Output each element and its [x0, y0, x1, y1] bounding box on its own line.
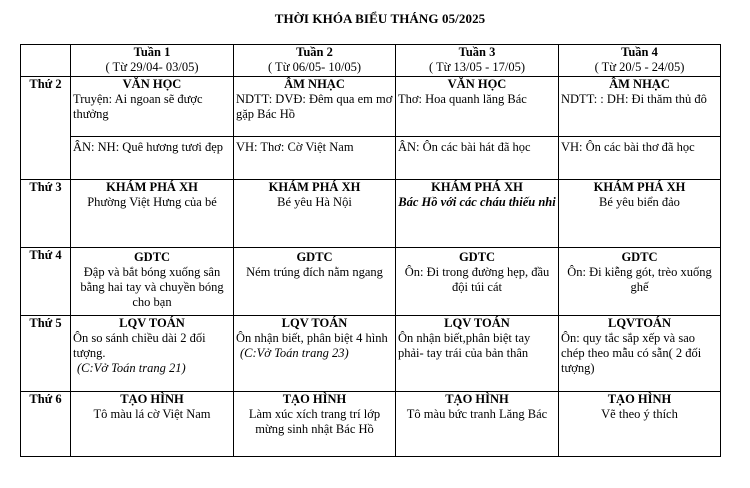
week-name: Tuần 3 [458, 45, 496, 59]
week-range: ( Từ 06/05- 10/05) [268, 60, 361, 74]
subject: LQV TOÁN [281, 316, 348, 330]
cell-thu2-w1-extra [71, 137, 234, 180]
row-thu5 [21, 316, 721, 392]
row-thu4 [21, 248, 721, 316]
subject: TẠO HÌNH [445, 392, 509, 406]
timetable [20, 44, 721, 457]
cell-thu2-w2 [234, 77, 396, 137]
week-header-4 [559, 45, 721, 77]
activity: Ôn: Đi trong đường hẹp, đầu đội túi cát [404, 265, 550, 294]
activity-note: (C:Vở Toán trang 23) [240, 346, 349, 360]
week-range: ( Từ 29/04- 03/05) [105, 60, 199, 74]
cell-thu2-w4 [559, 77, 721, 137]
cell-thu2-w3 [396, 77, 559, 137]
cell-thu2-w4-extra [559, 137, 721, 180]
cell-thu5-w1 [71, 316, 234, 392]
subject: KHÁM PHÁ XH [593, 180, 686, 194]
activity: Thơ: Hoa quanh lăng Bác [398, 92, 527, 106]
cell-thu6-w1 [71, 392, 234, 457]
subject: TẠO HÌNH [607, 392, 672, 406]
cell-thu4-w2 [234, 248, 396, 316]
activity-extra: VH: Ôn các bài thơ đã học [561, 140, 695, 154]
day-label: Thứ 3 [21, 180, 71, 248]
corner-cell [21, 45, 71, 77]
week-name: Tuần 1 [133, 45, 171, 59]
week-name: Tuần 4 [621, 45, 658, 59]
subject: KHÁM PHÁ XH [431, 180, 523, 194]
activity: Ôn: Đi kiễng gót, trèo xuống ghế [567, 265, 712, 294]
subject: GDTC [621, 250, 658, 264]
subject: KHÁM PHÁ XH [106, 180, 198, 194]
subject: KHÁM PHÁ XH [268, 180, 361, 194]
week-range: ( Từ 13/05 - 17/05) [428, 60, 526, 74]
cell-thu6-w4 [559, 392, 721, 457]
week-header-3 [396, 45, 559, 77]
activity: NDTT: DVĐ: Đêm qua em mơ gặp Bác Hồ [236, 92, 393, 121]
day-label: Thứ 2 [21, 77, 71, 180]
cell-thu6-w2 [234, 392, 396, 457]
cell-thu5-w2 [234, 316, 396, 392]
cell-thu5-w4 [559, 316, 721, 392]
activity: Vẽ theo ý thích [601, 407, 678, 421]
activity: Phường Việt Hưng của bé [87, 195, 217, 209]
activity: Đập và bắt bóng xuống sân bằng hai tay và chuyền bóng cho bạn [80, 265, 224, 309]
activity: Ôn nhận biết, phân biệt 4 hình [236, 331, 388, 345]
week-name: Tuần 2 [296, 45, 333, 59]
cell-thu3-w1 [71, 180, 234, 248]
activity-extra: ÂN: Ôn các bài hát đã học [398, 140, 531, 154]
activity-note: (C:Vở Toán trang 21) [77, 361, 186, 375]
activity: Ném trúng đích nằm ngang [246, 265, 383, 279]
cell-thu4-w4 [559, 248, 721, 316]
subject: GDTC [458, 250, 496, 264]
cell-thu3-w3 [396, 180, 559, 248]
activity: Làm xúc xích trang trí lớp mừng sinh nhật Bác Hồ [248, 407, 381, 436]
subject: VĂN HỌC [447, 77, 507, 91]
subject: LQV TOÁN [119, 316, 185, 330]
cell-thu3-w4 [559, 180, 721, 248]
row-thu3 [21, 180, 721, 248]
page-title: THỜI KHÓA BIỂU THÁNG 05/2025 [274, 11, 486, 26]
activity: Bé yêu Hà Nội [277, 195, 352, 209]
activity: Ôn nhận biết,phân biệt tay phải- tay trái của bản thân [398, 331, 531, 360]
subject: LQV TOÁN [444, 316, 510, 330]
cell-thu4-w3 [396, 248, 559, 316]
activity: Bác Hồ với các cháu thiếu nhi [398, 195, 556, 209]
subject: TẠO HÌNH [120, 392, 184, 406]
activity-extra: VH: Thơ: Cờ Việt Nam [236, 140, 354, 154]
header-row [21, 45, 721, 77]
subject: ÂM NHẠC [284, 77, 345, 91]
activity: Ôn: quy tắc sắp xếp và sao chép theo mẫu có sẵn( 2 đối tượng) [561, 331, 702, 375]
subject: LQVTOÁN [608, 316, 671, 330]
activity: Truyện: Ai ngoan sẽ được thưởng [73, 92, 203, 121]
day-label: Thứ 5 [21, 316, 71, 392]
week-range: ( Từ 20/5 - 24/05) [594, 60, 685, 74]
activity: Bé yêu biển đảo [599, 195, 680, 209]
activity: Ôn so sánh chiều dài 2 đối tượng. [73, 331, 206, 360]
cell-thu3-w2 [234, 180, 396, 248]
row-thu2-extra [21, 137, 721, 180]
week-header-1 [71, 45, 234, 77]
cell-thu2-w1 [71, 77, 234, 137]
activity: NDTT: : DH: Đi thăm thủ đô [561, 92, 707, 106]
activity: Tô màu lá cờ Việt Nam [93, 407, 211, 421]
day-label: Thứ 6 [21, 392, 71, 457]
cell-thu4-w1 [71, 248, 234, 316]
subject: TẠO HÌNH [282, 392, 347, 406]
cell-thu6-w3 [396, 392, 559, 457]
activity: Tô màu bức tranh Lăng Bác [406, 407, 548, 421]
day-label: Thứ 4 [21, 248, 71, 316]
row-thu6 [21, 392, 721, 457]
cell-thu2-w3-extra [396, 137, 559, 180]
cell-thu5-w3 [396, 316, 559, 392]
subject: ÂM NHẠC [609, 77, 670, 91]
row-thu2 [21, 77, 721, 137]
subject: GDTC [133, 250, 171, 264]
cell-thu2-w2-extra [234, 137, 396, 180]
subject: GDTC [296, 250, 333, 264]
activity-extra: ÂN: NH: Quê hương tươi đẹp [73, 140, 224, 154]
week-header-2 [234, 45, 396, 77]
subject: VĂN HỌC [122, 77, 182, 91]
